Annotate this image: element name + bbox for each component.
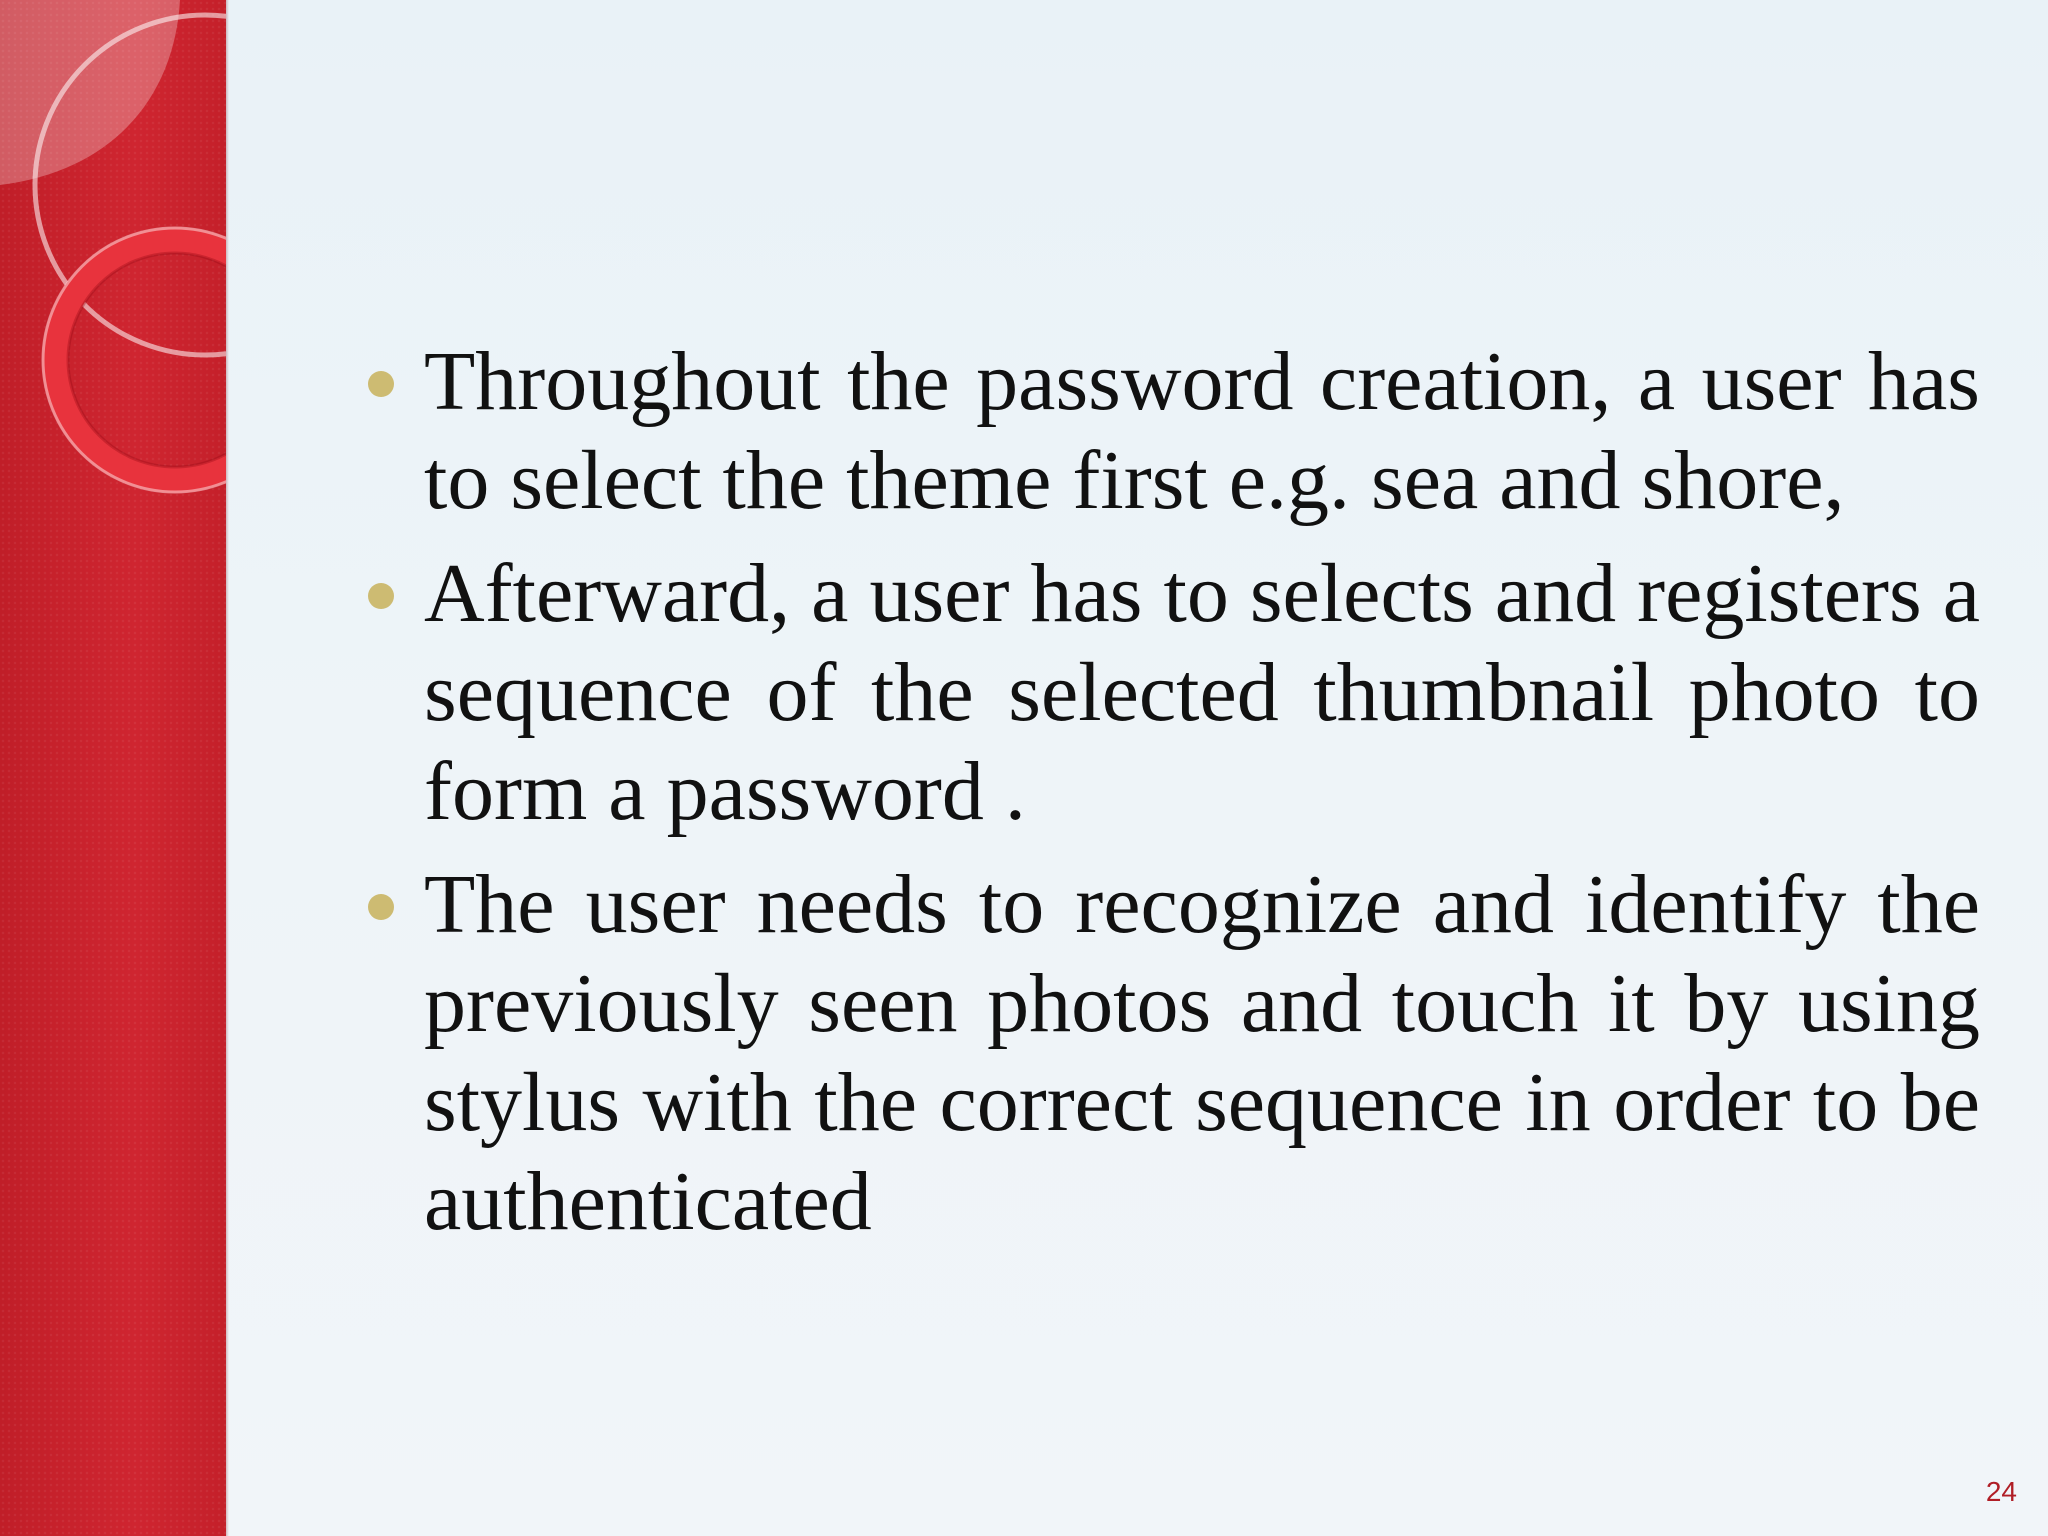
bullet-text: The user needs to recognize and identify the previously seen photos and touch it by using stylus with the correct sequence in order to be authenticated	[424, 858, 1980, 1248]
corner-highlight	[0, 0, 180, 185]
bullet-list	[360, 332, 1980, 1251]
slide-body	[360, 332, 1980, 1265]
bullet-item	[360, 544, 1980, 841]
bullet-item	[360, 855, 1980, 1251]
red-ring-outline	[43, 228, 226, 492]
bullet-dot-icon	[368, 583, 394, 609]
bullet-item	[360, 332, 1980, 530]
bullet-text: Throughout the password creation, a user has to select the theme first e.g. sea and shore,	[424, 335, 1980, 527]
bullet-dot-icon	[368, 894, 394, 920]
page-number: 24	[1985, 1476, 2017, 1507]
band-shadow	[226, 0, 229, 1536]
decorative-side-band	[0, 0, 226, 1536]
red-ring	[55, 240, 226, 480]
bullet-text: Afterward, a user has to selects and registers a sequence of the selected thumbnail photo to form a password .	[424, 547, 1980, 838]
decorative-rings	[0, 0, 226, 1536]
bullet-dot-icon	[368, 371, 394, 397]
